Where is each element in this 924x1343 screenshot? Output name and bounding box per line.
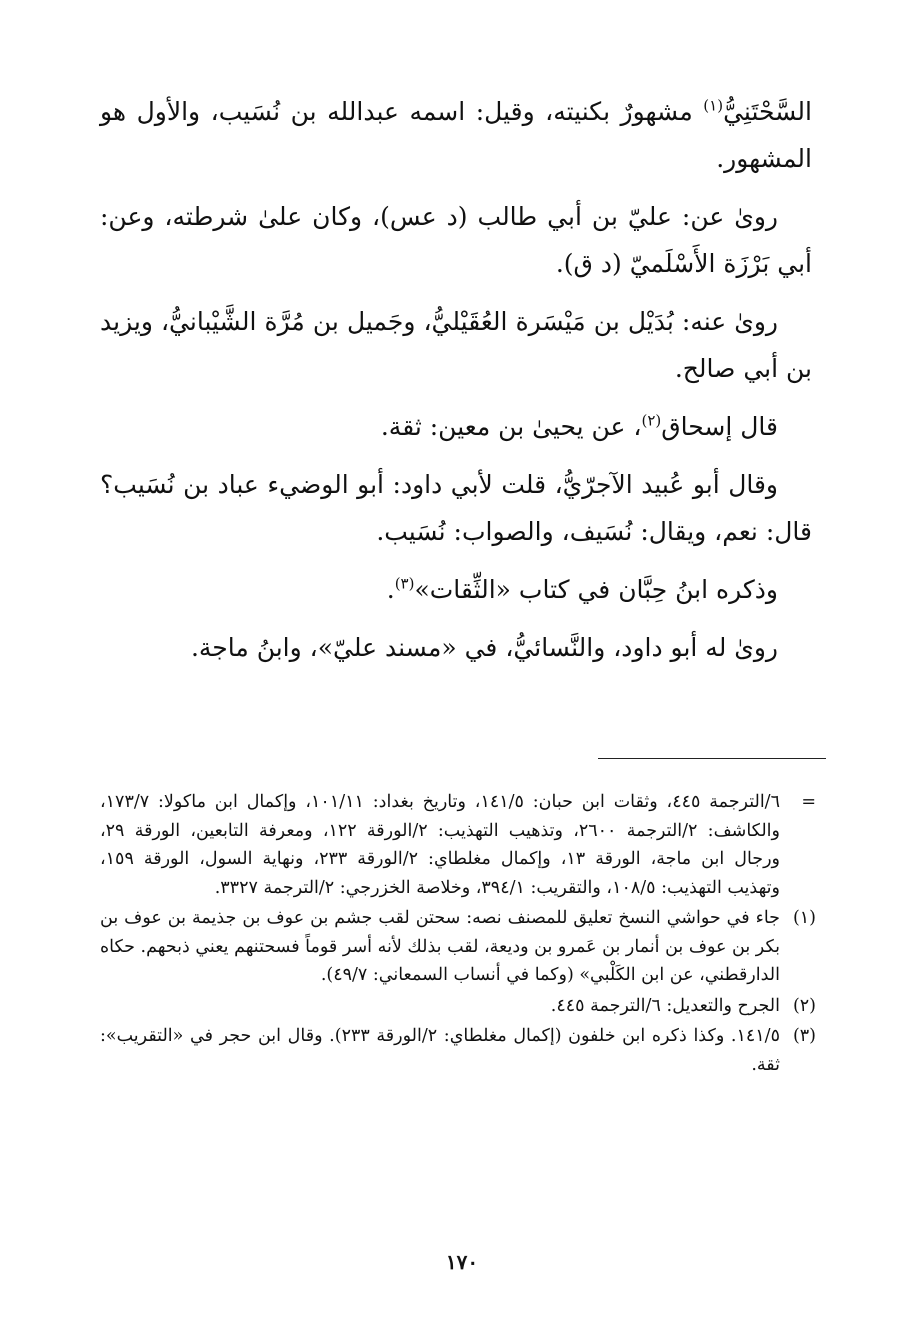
hibban-text: وذكره ابنُ حِبَّان في كتاب «الثِّقات»: [414, 575, 778, 604]
name-text: السَّحْتَنِيُّ: [723, 97, 812, 126]
footnote-mark: (١): [792, 908, 816, 928]
footnote-text: ١٤١/٥. وكذا ذكره ابن خلفون (إكمال مغلطاي: ٢/الورقة ٢٣٣). وقال ابن حجر في «التقريب»: ثقة.: [100, 1026, 780, 1075]
footnotes: [100, 788, 816, 1079]
paragraph-narrated-by: روىٰ عنه: بُدَيْل بن مَيْسَرة العُقَيْليُّ، وجَميل بن مُرَّة الشَّيْبانيُّ، ويزيد بن أبي صالح.: [100, 307, 812, 383]
paragraph-narrated-for: روىٰ له أبو داود، والنَّسائيُّ، في «مسند عليّ»، وابنُ ماجة.: [190, 633, 778, 662]
paragraph-ajurri: وقال أبو عُبيد الآجرّيُّ، قلت لأبي داود: أبو الوضيء عباد بن نُسَيب؟ قال: نعم، ويقال: نُسَيف، والصواب: نُسَيب.: [100, 470, 812, 546]
main-text: [100, 88, 812, 671]
footnote-text: الجرح والتعديل: ٦/الترجمة ٤٤٥.: [550, 995, 780, 1016]
footnote-3: [100, 1022, 816, 1079]
paragraph-name: [100, 88, 812, 182]
footnote-ref-1: (١): [703, 96, 724, 115]
footnote-continued: [100, 788, 816, 902]
footnote-mark: =: [801, 792, 816, 812]
footnote-ref-3: (٣): [394, 574, 415, 593]
footnote-text: ٦/الترجمة ٤٤٥، وثقات ابن حبان: ١٤١/٥، وتاريخ بغداد: ١٠١/١١، وإكمال ابن ماكولا: ١٧٣/٧، والكاشف: ٢/الترجمة ٢٦٠٠، وتذهيب التهذيب: ٢/الورقة ١٢٢، ومعرفة التابعين، الورقة ٢٩، ورجال ابن ماجة، الورقة ١٣، وإكمال مغلطاي: ٢/الورقة ٢٣٣، ونهاية السول، الورقة ١٥٩، وتهذيب التهذيب: ١٠٨/٥، والتقريب: ٣٩٤/١، وخلاصة الخزرجي: ٢/الترجمة ٣٣٢٧.: [100, 792, 780, 898]
page-number: ١٧٠: [445, 1250, 479, 1274]
footnote-2: [100, 992, 816, 1021]
ishaq-text-rest: ، عن يحيىٰ بن معين: ثقة.: [380, 412, 642, 441]
footnote-separator: [598, 758, 826, 759]
paragraph-ishaq: [100, 403, 812, 450]
footnote-mark: (٢): [792, 995, 816, 1016]
ishaq-text: قال إسحاق: [661, 412, 778, 441]
paragraph-narrated-from: روىٰ عن: عليّ بن أبي طالب (د عس)، وكان علىٰ شرطته، وعن: أبي بَرْزَة الأَسْلَميّ (د ق).: [100, 202, 812, 278]
footnote-ref-2: (٢): [641, 411, 662, 430]
footnote-text: جاء في حواشي النسخ تعليق للمصنف نصه: سحتن لقب جشم بن عوف بن جذيمة بن عوف بن بكر بن عوف بن أنمار بن عَمرو بن وديعة، لقب بذلك لأنه أسر قوماً فسحتنهم يعني ذبحهم. حكاه الدارقطني، عن ابن الكَلْبي» (وكما في أنساب السمعاني: ٤٩/٧).: [99, 908, 780, 985]
footnote-1: [100, 904, 816, 990]
hibban-text-rest: .: [386, 575, 395, 604]
paragraph-ibn-hibban: [100, 566, 812, 613]
name-text-rest: مشهورٌ بكنيته، وقيل: اسمه عبدالله بن نُسَيب، والأول هو المشهور.: [100, 97, 812, 173]
footnote-mark: (٣): [792, 1026, 816, 1046]
